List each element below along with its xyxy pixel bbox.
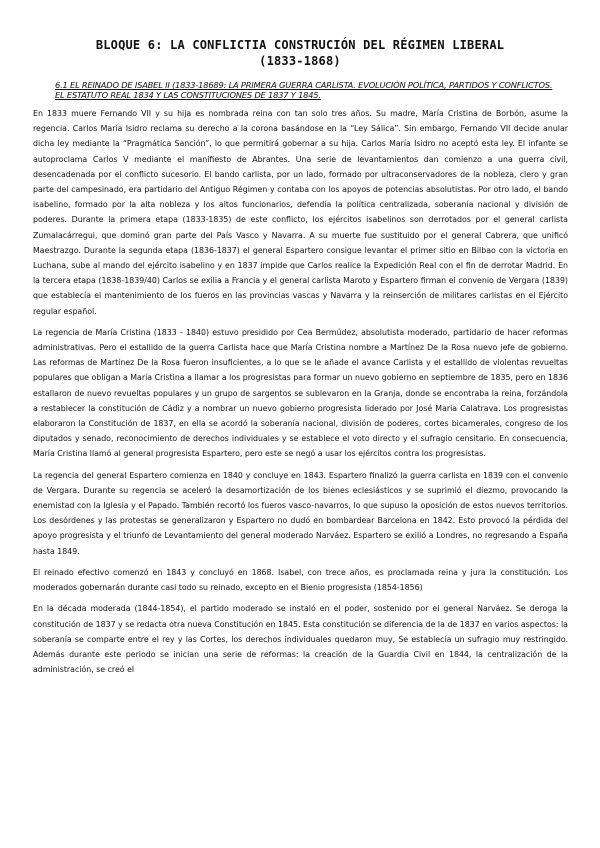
paragraph: La regencia del general Espartero comienza en 1840 y concluye en 1843. Espartero finalizó la guerra carlista en 1839 con el convenio de Vergara. Durante su regencia se aceleró la desamortización de los bienes eclesiásticos y se suprimió el diezmo, provocando la enemistad con la Iglesia y el Papado. También recortó los fueros vasco-navarros, lo que supuso la oposición de estos nuevos territorios. Los desórdenes y las protestas se generalizaron y Espartero no dudó en bombardear Barcelona en 1842. Esto provocó la pérdida del apoyo progresista y el triunfo de Levantamiento del general moderado Narváez. Espartero se exilió a Londres, no regresando a España hasta 1849. (33, 470, 568, 556)
paragraph: La regencia de María Cristina (1833 - 1840) estuvo presidido por Cea Bermúdez, absolutista moderado, partidario de hacer reformas administrativas. Pero el estallido de la guerra Carlista hace que María Cristina nombre a Martínez De la Rosa nuevo jefe de gobierno. Las reformas de Martínez De la Rosa fueron insuficientes, a lo que se le añade el avance Carlista y el estallido de violentas revueltas populares que obligan a María Cristina a llamar a los progresistas para formar un nuevo gobierno en septiembre de 1835, pero en 1836 estallaron de nuevo revueltas populares y un grupo de sargentos se sublevaron en la Granja, donde se encontraba la reina, forzándola a restablecer la constitución de Cádiz y a nombrar un nuevo gobierno progresista liderado por José María Calatrava. Los progresistas elaboraron la Constitución de 1837, en ella se acordó la soberanía nacional, división de poderes, cortes bicamerales, congreso de los diputados y senado, reconocimiento de derechos individuales y se establece el voto directo y el sufragio censitario. En consecuencia, María Cristina llamó al general progresista Espartero, pero este se negó a usar los ejércitos contra los progresistas. (33, 327, 568, 459)
document-body (33, 106, 568, 683)
paragraph: El reinado efectivo comenzó en 1843 y concluyó en 1868. Isabel, con trece años, es proclamada reina y jura la constitución. Los moderados gobernarán durante casi todo su reinado, excepto en el Bienio progresista (1854-1856) (33, 567, 568, 593)
section-heading: 6.1 EL REINADO DE ISABEL II (1833-18689: LA PRIMERA GUERRA CARLISTA. EVOLUCIÓN POLÍTICA, PARTIDOS Y CONFLICTOS. EL ESTATUTO REAL 1834 Y LAS CONSTITUCIONES DE 1837 Y 1845. (55, 80, 553, 101)
paragraph: En 1833 muere Fernando VII y su hija es nombrada reina con tan solo tres años. Su madre, María Cristina de Borbón, asume la regencia. Carlos María Isidro reclama su derecho a la corona basándose en la “Ley Sálica”. Sin embargo, Fernando VII decide anular dicha ley mediante la “Pragmática Sanción”, lo que permitirá gobernar a su hija. Carlos María Isidro no aceptó esta ley. El infante se autoproclama Carlos V mediante el manifiesto de Abrantes. Una serie de levantamientos dan comienzo a una guerra civil, desencadenada por el conflicto sucesorio. El bando carlista, por un lado, formado por ultraconservadores de la nobleza, clero y gran parte del campesinado, era partidario del Antiguo Régimen y contaba con los apoyos de potencias absolutistas. Por otro lado, el bando isabelino, formado por la alta nobleza y los altos funcionarios, defendía la política centralizada, soberanía nacional y división de poderes. Durante la primera etapa (1833-1835) de este conflicto, los ejércitos isabelinos son derrotados por el general carlista Zumalacárregui, que dominó gran parte del País Vasco y Navarra. A su muerte fue sustituido por el general Cabrera, que unificó Maestrazgo. Durante la segunda etapa (1836-1837) el general Espartero consigue levantar el primer sitio en Bilbao con la victoria en Luchana, sube al mando del ejército isabelino y en 1837 impide que Carlos realice la Expedición Real con el fin de derrotar Madrid. En la tercera etapa (1838-1839/40) Carlos se exilia a Francia y el general carlista Maroto y Espartero firman el convenio de Vergara (1839) que establecía el mantenimiento de los fueros en las provincias vascas y Navarra y la reinserción de militares carlistas en el Ejército regular español. (33, 109, 568, 316)
title-line-1: BLOQUE 6: LA CONFLICTIA CONSTRUCIÓN DEL RÉGIMEN LIBERAL (95, 38, 505, 52)
document-title (0, 37, 600, 69)
paragraph: En la década moderada (1844-1854), el partido moderado se instaló en el poder, sostenido por el general Narváez. Se deroga la constitución de 1837 y se redacta otra nueva Constitución en 1845. Esta constitución se diferencia de la de 1837 en varios aspectos: la soberanía se comparte entre el rey y las Cortes, los derechos individuales quedaron muy, Se establecía un sufragio muy restringido. Además durante este periodo se inician una serie de reformas: la creación de la Guardia Civil en 1844, la centralización de la administración, se creó el (33, 604, 568, 675)
title-line-2: (1833-1868) (259, 54, 341, 68)
